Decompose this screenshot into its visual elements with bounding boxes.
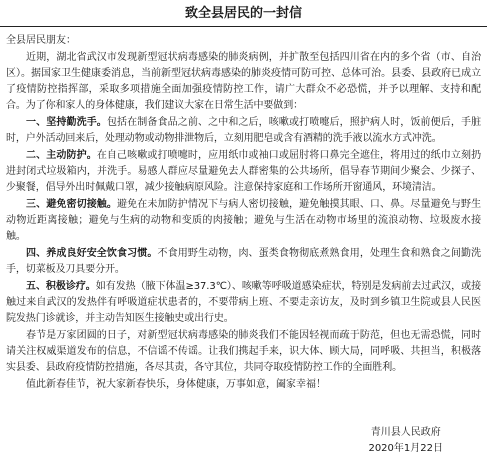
title-divider: [0, 26, 487, 27]
item4-heading: 四、养成良好安全饮食习惯。: [26, 248, 158, 259]
salutation: 全县居民朋友：: [6, 35, 76, 46]
item-active-protection: [6, 148, 481, 196]
item2-heading: 二、主动防护。: [26, 150, 97, 161]
item-avoid-contact: [6, 197, 481, 245]
item-food-safety: [6, 246, 481, 278]
document-title: 致全县居民的一封信: [184, 6, 302, 21]
item3-body: 避免在未加防护情况下与病人密切接触，避免触摸其眼、口、鼻。尽量避免与野生动物近距离接触；避免与生病的动物和变质的肉接触；避免与生活在动物市场里的流浪动物、垃圾废水接触。: [6, 199, 481, 242]
item1-heading: 一、坚持勤洗手。: [26, 117, 107, 128]
item5-heading: 五、积极诊疗。: [26, 281, 96, 292]
item-seek-treatment: [6, 279, 481, 327]
item5-body: 如有发热（腋下体温≥37.3℃）、咳嗽等呼吸道感染症状，特别是发病前去过武汉，或接触过来自武汉的发热伴有呼吸道症状患者的，不要带病上班、不要走亲访友，及时到乡镇卫生院或县人民医院发热门诊就诊，并主动告知医生接触史或出行史。: [6, 281, 481, 324]
signature-organization: 青川县人民政府: [370, 427, 441, 438]
item2-body: 在自己咳嗽或打喷嚏时，应用纸巾或袖口或屈肘将口鼻完全遮住，将用过的纸巾立刻扔进封闭式垃圾箱内，并洗手。易感人群应尽量避免去人群密集的公共场所，倡导春节期间少聚会、少探子、少聚餐，倡导外出时佩戴口罩，减少接触病原风险。注意保持家庭和工作场所开窗通风，环境清洁。: [6, 150, 481, 193]
signature-date: 2020年1月22日: [368, 443, 443, 454]
item-hand-washing: [6, 115, 481, 147]
item1-body: 包括在制备食品之前、之中和之后，咳嗽或打喷嚏后，照护病人时，饭前便后，手脏时，户外活动回来后，处理动物或动物排泄物后，立刻用肥皂或含有酒精的洗手液以流水方式冲洗。: [6, 117, 481, 144]
intro-paragraph: 近期，湖北省武汉市发现新型冠状病毒感染的肺炎病例，并扩散至包括四川省在内的多个省（市、自治区）。据国家卫生健康委消息，当前新型冠状病毒感染的肺炎疫情可防可控、总体可治。县委、县政府已成立了疫情防控指挥部，采取多项措施全面加强疫情防控工作，请广大群众不必恐慌，并予以理解、支持和配合。为了你和家人的身体健康，我们建议大家在日常生活中要做到：: [6, 52, 481, 111]
item4-body: 不食用野生动物，肉、蛋类食物彻底煮熟食用，处理生食和熟食之间勤洗手，切菜板及刀具要分开。: [6, 248, 481, 275]
closing-wishes: 值此新春佳节，祝大家新春快乐，身体健康，万事如意，阖家幸福！: [26, 379, 326, 390]
item3-heading: 三、避免密切接触。: [26, 199, 118, 210]
spring-festival-paragraph: 春节是万家团圆的日子，对新型冠状病毒感染的肺炎我们不能因轻视而疏于防范，但也无需恐慌，同时请关注权威渠道发布的信息，不信谣不传谣。让我们携起手来，识大体、顾大局，同呼吸、共担当，积极落实县委、县政府疫情防控措施，各尽其责，各守其位，共同夺取疫情防控工作的全面胜利。: [6, 330, 481, 373]
signature-block: [368, 425, 443, 457]
